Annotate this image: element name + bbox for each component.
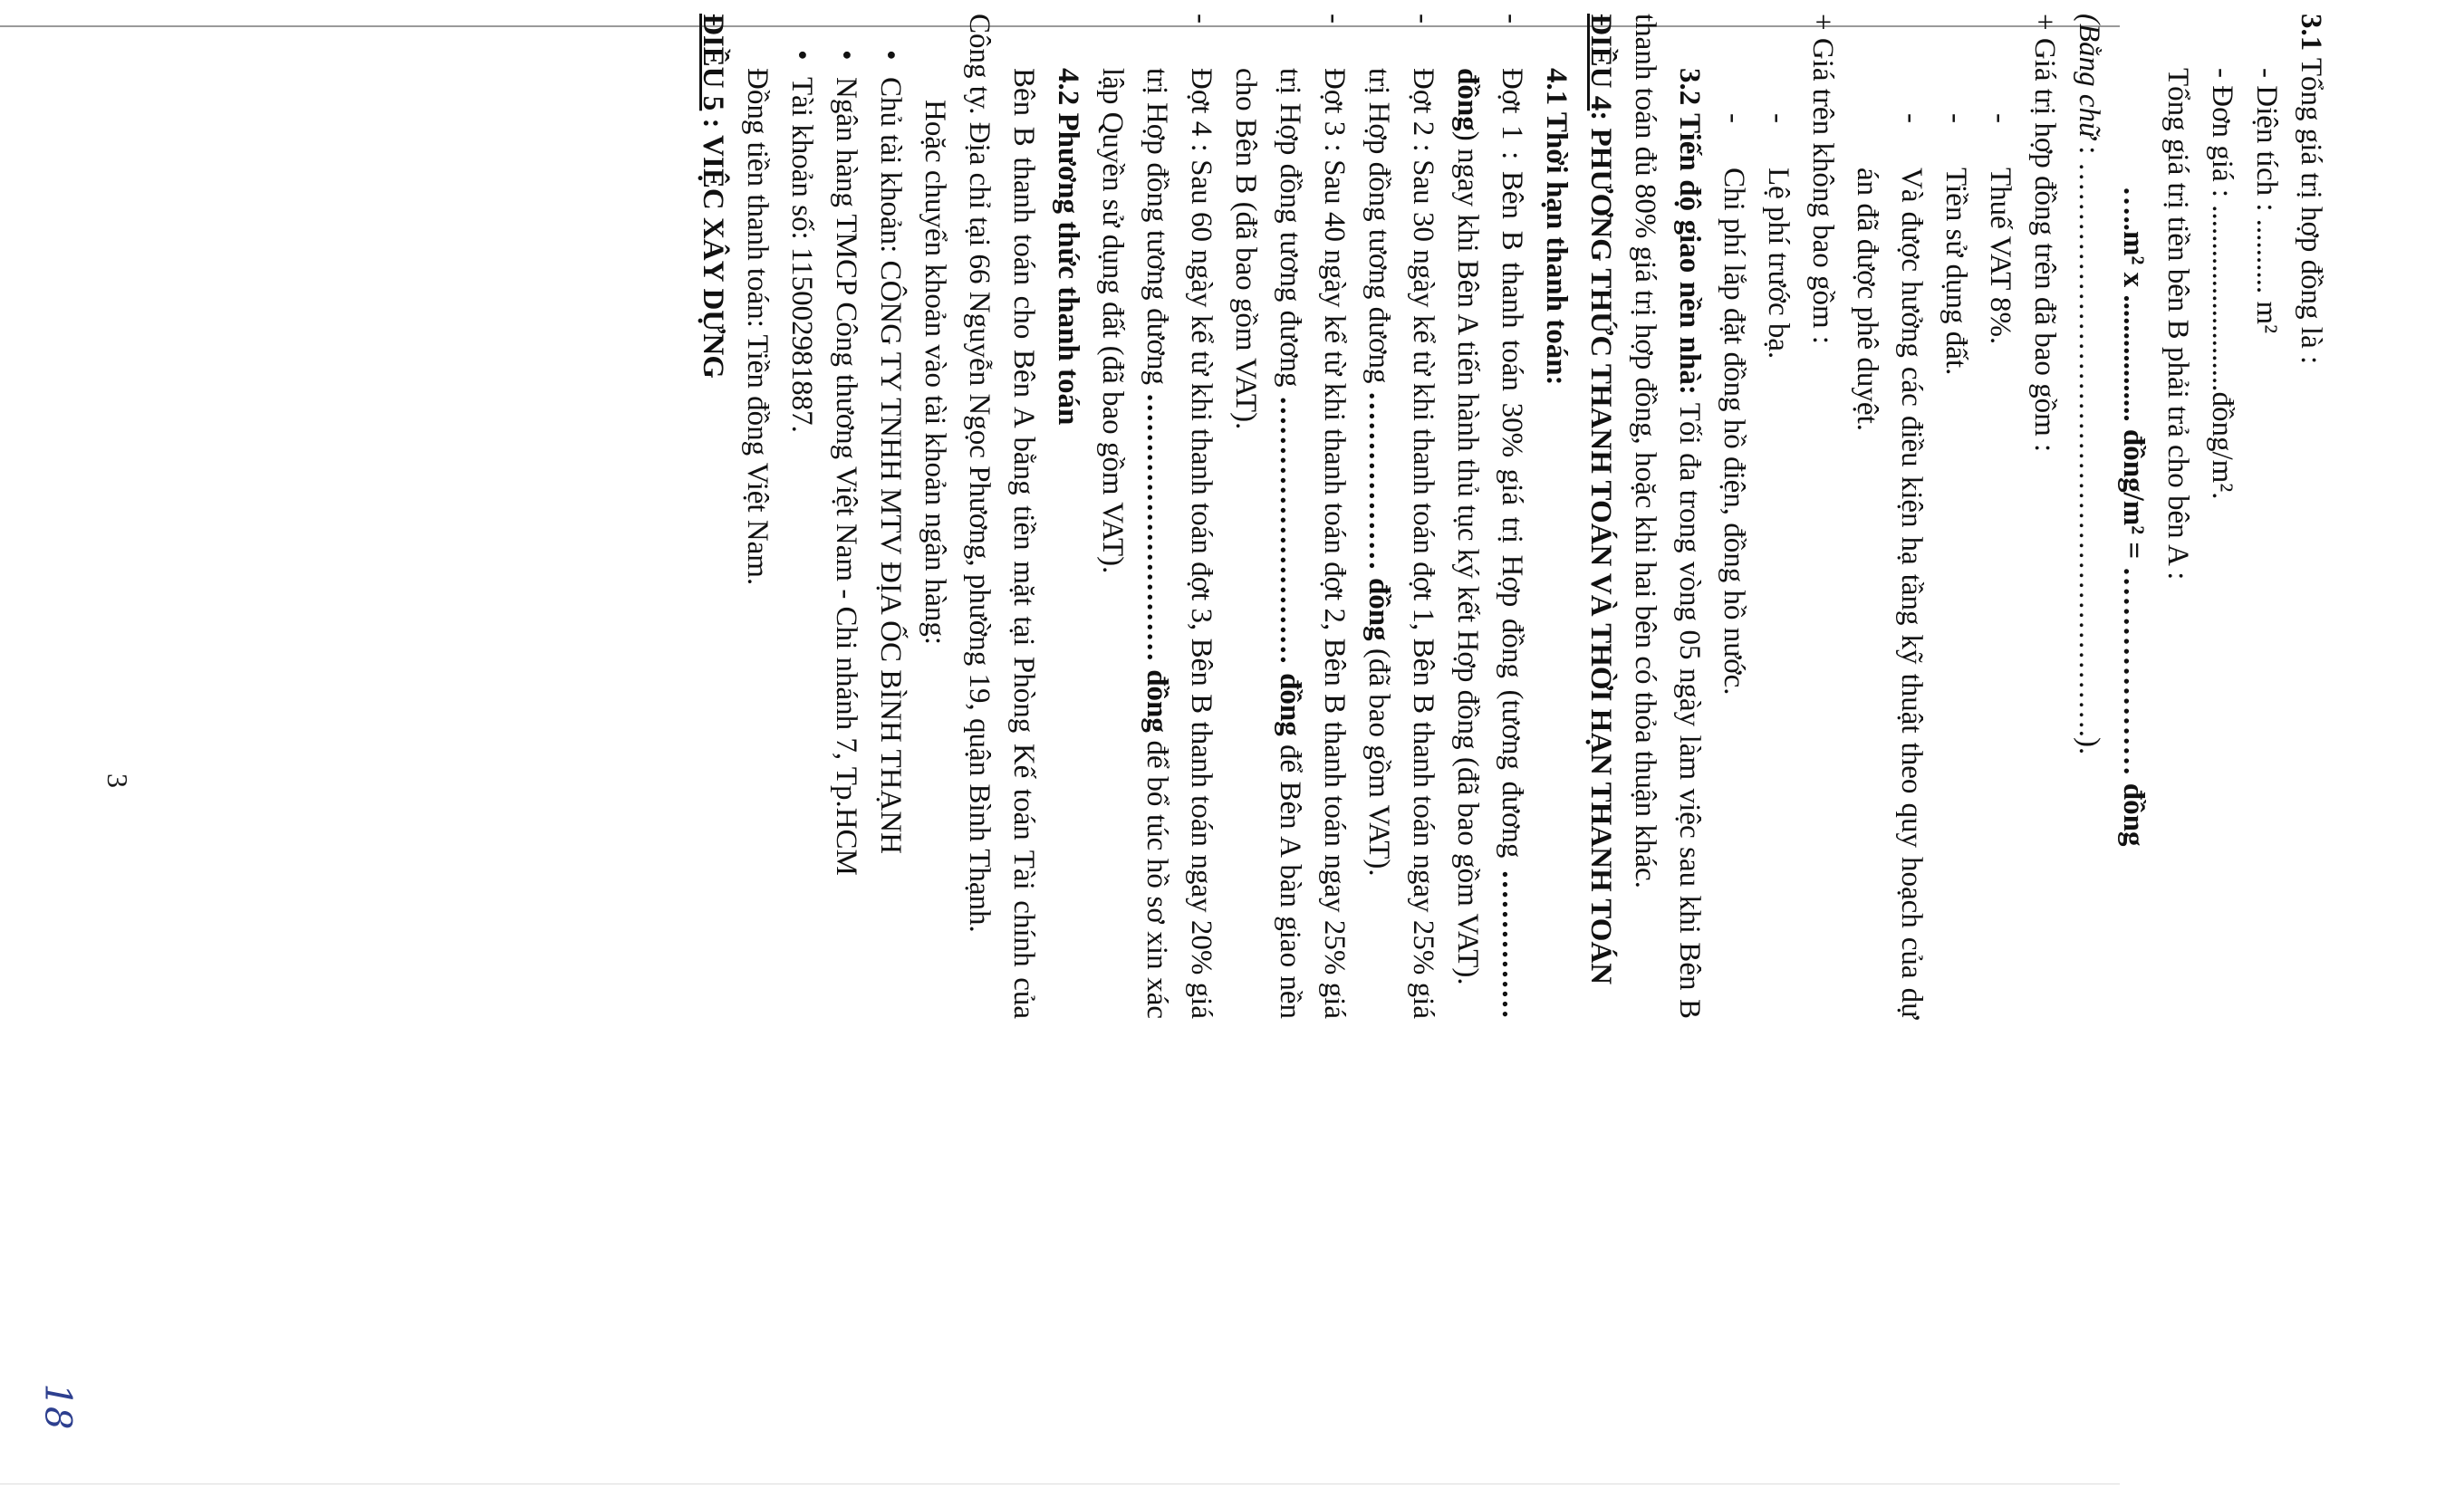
price-formula: …..m² x ................. đồng/m² = ………………… đồng: [2117, 186, 2150, 847]
installment-unit: đồng: [1362, 570, 1395, 641]
installment-amount-blank: ………………………: [1141, 392, 1173, 662]
installment-item: - Đợt 2 : Sau 30 ngày kể từ khi thanh toán đợt 1, Bên B thanh toán ngay 25% giá trị Hợp đồng tương đương ……………… đồng (đã bao gồm VAT).: [1356, 14, 1445, 1019]
s31-number: 3.1: [2295, 14, 2327, 52]
installment-item: - Đợt 4 : Sau 60 ngày kể từ khi thanh toán đợt 3, Bên B thanh toán ngay 20% giá trị Hợp đồng tương đương ……………………… đồng để bổ túc hồ sơ xin xác lập Quyền sử dụng đất (đã bao gồm VAT).: [1090, 14, 1223, 1019]
installment-amount-blank: ……………: [1496, 869, 1528, 1019]
includes-item-text: Tiền sử dụng đất.: [1939, 168, 1972, 376]
excludes-item-text: Lệ phí trước bạ.: [1762, 168, 1795, 360]
installment-text: [1223, 68, 1356, 1019]
handwritten-margin-note: 18: [36, 1383, 79, 1430]
installment-unit: đồng: [1274, 664, 1306, 736]
s42-text: Bên B thanh toán cho Bên A bằng tiền mặt tại Phòng Kế toán Tài chính của Công ty. Địa chỉ tại 66 Nguyễn Ngọc Phương, phường 19, quận Bình Thạnh.: [963, 14, 1040, 1019]
s32-heading: 3.2 Tiến độ giao nền nhà:: [1673, 68, 1706, 395]
installment-text-a: Đợt 4 : Sau 60 ngày kể từ khi thanh toán đợt 3, Bên B thanh toán ngay 20% giá trị Hợp đồng tương đương: [1141, 68, 1218, 1019]
includes-item: - Thuế VAT 8%.: [1978, 14, 2022, 1019]
transfer-label: Hoặc chuyển khoản vào tài khoản ngân hàng:: [919, 100, 951, 646]
includes-item-text: Thuế VAT 8%.: [1984, 168, 2016, 345]
s42-heading: 4.2 Phương thức thanh toán: [1052, 68, 1084, 426]
excludes-item: - Lệ phí trước bạ.: [1756, 14, 1800, 1019]
installment-amount-blank: ………………: [1362, 390, 1395, 571]
dieu5-title: : VIỆC XÂY DỰNG: [697, 110, 729, 379]
dieu4-label: ĐIỀU 4: [1584, 14, 1617, 111]
installment-text-b: (đã bao gồm VAT).: [1362, 640, 1395, 877]
bank-detail: • Chủ tài khoản: CÔNG TY TNHH MTV ĐỊA ỐC BÌNH THẠNH: [868, 14, 912, 1019]
installment-unit: đồng: [1141, 661, 1173, 733]
area-line: - Diện tích : .......... m²: [2250, 68, 2283, 334]
excludes-item-text: Chi phí lắp đặt đồng hồ điện, đồng hồ nước.: [1718, 168, 1750, 696]
installment-amount-blank: ………………………: [1274, 395, 1306, 665]
bank-detail-text: Chủ tài khoản: CÔNG TY TNHH MTV ĐỊA ỐC BÌNH THẠNH: [874, 77, 907, 854]
includes-item: - Tiền sử dụng đất.: [1933, 14, 1978, 1019]
excludes-item: - Chi phí lắp đặt đồng hồ điện, đồng hồ nước.: [1711, 14, 1756, 1019]
total-label: Tổng giá trị tiền bên B phải trả cho bên A :: [2161, 68, 2194, 581]
installment-text: [1445, 68, 1534, 1019]
includes-item: - Và được hưởng các điều kiện hạ tầng kỹ thuật theo quy hoạch của dự án đã được phê duyệt.: [1844, 14, 1933, 1019]
installment-text-a: Đợt 1 : Bên B thanh toán 30% giá trị Hợp đồng (tương đương: [1496, 68, 1528, 869]
bank-detail-text: Ngân hàng TMCP Công thương Việt Nam - Chi nhánh 7, Tp.HCM: [830, 77, 862, 876]
contract-page-body: [690, 14, 2333, 1019]
rotated-document-page: [344, 0, 2464, 1177]
s41-heading: 4.1 Thời hạn thanh toán:: [1540, 68, 1573, 386]
page-number: 3: [101, 773, 134, 788]
excludes-label: + Giá trên không bao gồm :: [1806, 14, 1839, 345]
dieu5-label: ĐIỀU 5: [697, 14, 729, 111]
s32-paragraph: [1622, 14, 1711, 1019]
dieu4-heading: [1578, 14, 1622, 1019]
s31-heading-line: [2288, 14, 2333, 1019]
installment-text: [1356, 68, 1445, 1019]
installment-text-b: ) ngay khi Bên A tiến hành thủ tục ký kết Hợp đồng (đã bao gồm VAT).: [1451, 130, 1484, 985]
bank-detail: • Tài khoản số: 115002981887.: [779, 14, 823, 1019]
in-words-line: [2066, 14, 2111, 1019]
dieu5-heading: [690, 14, 735, 1019]
installment-text-b: để bổ túc hồ sơ xin xác lập Quyền sử dụng đất (đã bao gồm VAT).: [1096, 68, 1173, 1020]
installment-unit: đồng: [1451, 68, 1484, 131]
installment-item: - Đợt 1 : Bên B thanh toán 30% giá trị Hợp đồng (tương đương …………… đồng) ngay khi Bên A tiến hành thủ tục ký kết Hợp đồng (đã bao gồm VAT).: [1445, 14, 1534, 1019]
bank-detail-text: Tài khoản số: 115002981887.: [785, 77, 818, 433]
s31-title: Tổng giá trị hợp đồng là :: [2295, 51, 2327, 365]
in-words-blank: : ………………………………………………….).: [2073, 139, 2105, 755]
currency-line: Đồng tiền thanh toán: Tiền đồng Việt Nam.: [741, 68, 774, 586]
installment-item: - Đợt 3 : Sau 40 ngày kể từ khi thanh toán đợt 2, Bên B thanh toán ngay 25% giá trị Hợp đồng tương đương ……………………… đồng để Bên A bàn giao nền cho Bên B (đã bao gồm VAT).: [1223, 14, 1356, 1019]
includes-item-text: Và được hưởng các điều kiện hạ tầng kỹ thuật theo quy hoạch của dự án đã được phê duyệt.: [1851, 168, 1928, 1019]
s32-text: Tối đa trong vòng 05 ngày làm việc sau khi Bên B thanh toán đủ 80% giá trị hợp đồng, hoặc khi hai bên có thỏa thuận khác.: [1629, 14, 1706, 1019]
includes-label: + Giá trị hợp đồng trên đã bao gồm :: [2028, 14, 2061, 453]
installment-text-b: để Bên A bàn giao nền cho Bên B (đã bao gồm VAT).: [1229, 68, 1306, 1019]
installment-text-a: Đợt 3 : Sau 40 ngày kể từ khi thanh toán đợt 2, Bên B thanh toán ngay 25% giá trị Hợp đồng tương đương: [1274, 68, 1351, 1019]
installment-text: [1090, 68, 1223, 1019]
bank-detail: • Ngân hàng TMCP Công thương Việt Nam - Chi nhánh 7, Tp.HCM: [823, 14, 868, 1019]
dieu4-title: : PHƯƠNG THỨC THANH TOÁN VÀ THỜI HẠN THANH TOÁN: [1584, 110, 1617, 985]
unit-price-line: - Đơn giá : .........................đồng/m².: [2206, 68, 2238, 500]
installment-text-a: Đợt 2 : Sau 30 ngày kể từ khi thanh toán đợt 1, Bên B thanh toán ngay 25% giá trị Hợp đồng tương đương: [1362, 68, 1439, 1019]
in-words-label: (Bằng chữ: [2073, 14, 2105, 139]
